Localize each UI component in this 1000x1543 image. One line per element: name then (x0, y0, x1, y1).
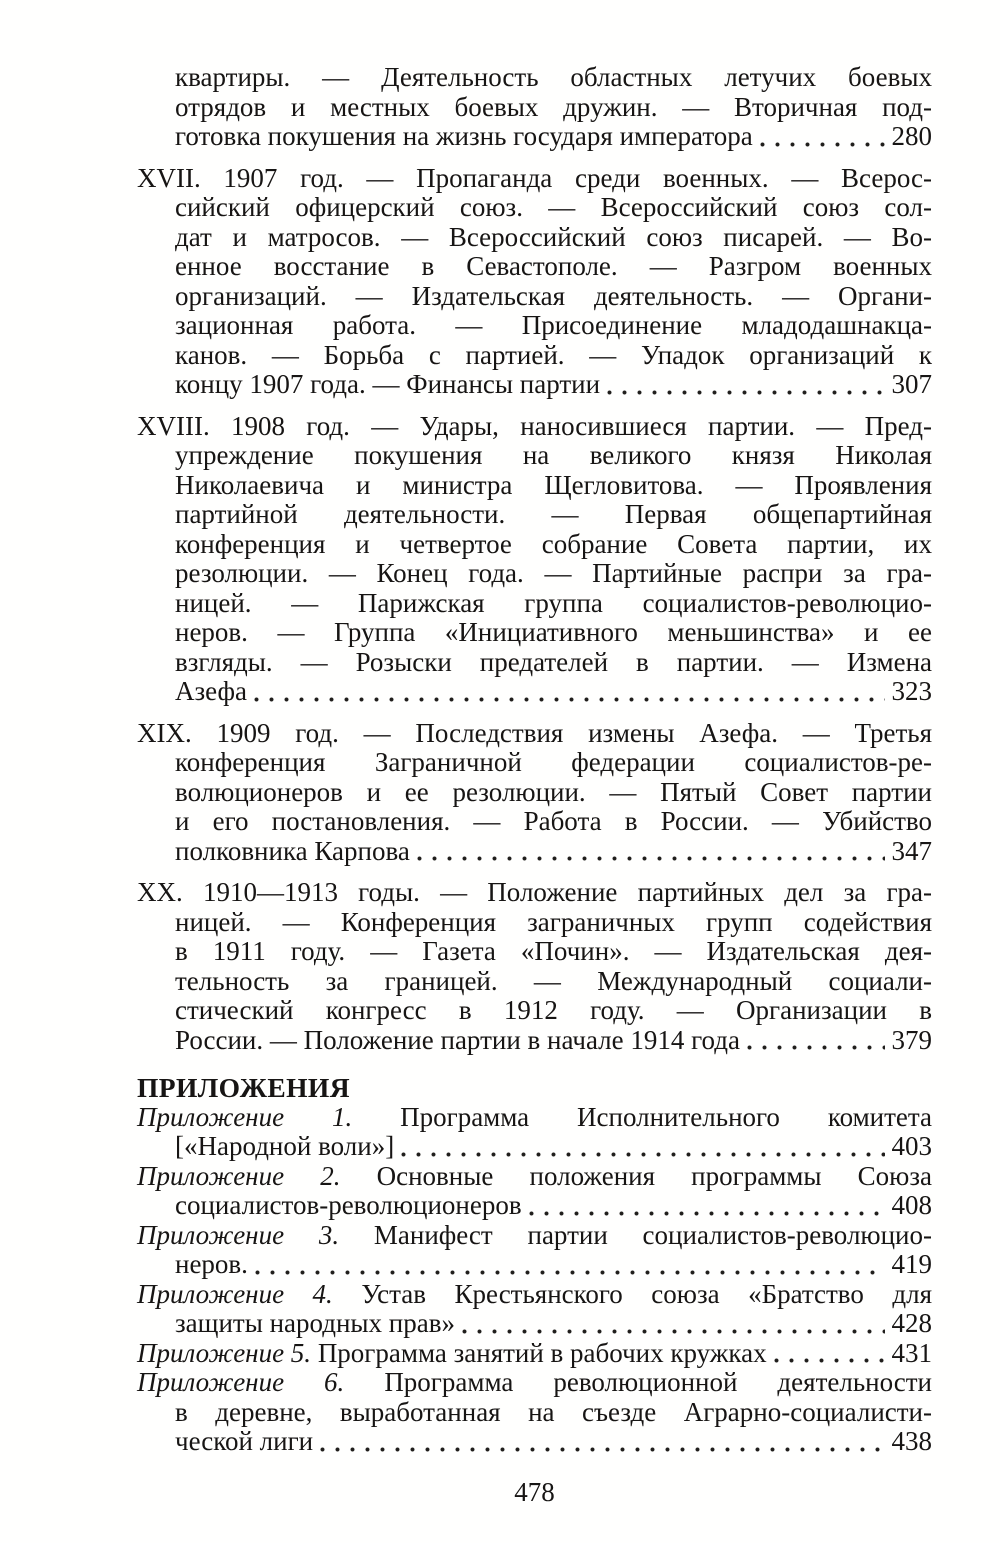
toc-line (137, 441, 932, 471)
toc-line-text: конференция Заграничной федерации социалистов-ре- (175, 747, 932, 777)
toc-appendix-entries (137, 1103, 932, 1457)
toc-entry-page-number: 431 (891, 1337, 932, 1368)
toc-line-text: ческой лиги (175, 1426, 314, 1456)
toc-line (137, 837, 932, 867)
toc-line (137, 93, 932, 123)
toc-line-text: зационная работа. — Присоединение младодашнакца- (175, 310, 932, 340)
toc-line (137, 937, 932, 967)
toc-line (137, 500, 932, 530)
toc-line-text: неров. — Группа «Инициативного меньшинства» и ее (175, 617, 932, 647)
toc-line (137, 223, 932, 253)
toc-line (137, 370, 932, 400)
toc-line-text: стический конгресс в 1912 году. — Организации в (175, 995, 932, 1025)
dot-leader (760, 142, 885, 147)
toc-entry-page-number: 408 (891, 1190, 932, 1220)
toc-line-text: Программа занятий в рабочих кружках (311, 1337, 767, 1368)
dot-leader (774, 1358, 885, 1363)
toc-line (137, 471, 932, 501)
toc-entry-page-number: 403 (891, 1131, 932, 1161)
toc-line-text: XVIII. 1908 год. — Удары, наносившиеся партии. — Пред- (137, 410, 932, 441)
toc-entry-page-number: 347 (891, 835, 932, 866)
toc-line-text: защиты народных прав» (175, 1308, 455, 1338)
dot-leader (417, 856, 885, 861)
toc-line-text: канов. — Борьба с партией. — Упадок организаций к (175, 339, 932, 370)
toc-line-text: упреждение покушения на великого князя Николая (175, 440, 932, 470)
toc-line (137, 282, 932, 312)
page-footer (137, 1478, 932, 1508)
toc-line-text: конференция и четвертое собрание Совета партии, их (175, 528, 932, 559)
toc-line-text: Программа революционной деятельности (344, 1367, 932, 1397)
table-of-contents (137, 63, 932, 1457)
toc-line (137, 1427, 932, 1457)
toc-line-text: неров. (175, 1249, 248, 1279)
toc-line-text: дат и матросов. — Всероссийский союз писарей. — Во- (175, 221, 932, 252)
appendix-entry-label: Приложение 2. (137, 1160, 341, 1191)
toc-line (137, 618, 932, 648)
toc-line (137, 1250, 932, 1280)
entry-chapter-xix (137, 719, 932, 867)
toc-line (137, 63, 932, 93)
toc-line (137, 996, 932, 1026)
dot-leader (607, 390, 884, 395)
toc-line (137, 677, 932, 707)
entry-appendix-5 (137, 1339, 932, 1369)
toc-line-text: ницей. — Парижская группа социалистов-революцио- (175, 587, 932, 618)
toc-line-text: Азефа (175, 676, 247, 706)
toc-line-text: в деревне, выработанная на съезде Аграрно-социалисти- (175, 1396, 932, 1427)
entry-chapter-xvi-continuation (137, 63, 932, 152)
toc-line (137, 1368, 932, 1398)
toc-line-text: XVII. 1907 год. — Пропаганда среди военных. — Всерос- (137, 162, 932, 193)
entry-appendix-2 (137, 1162, 932, 1221)
toc-main-entries (137, 63, 932, 1055)
entry-chapter-xviii (137, 412, 932, 707)
dot-leader (254, 697, 885, 702)
toc-line-text: XIX. 1909 год. — Последствия измены Азефа. — Третья (137, 717, 932, 748)
entry-chapter-xvii (137, 164, 932, 400)
appendix-entry-label: Приложение 6. (137, 1367, 345, 1397)
toc-line-text: тельность за границей. — Международный социали- (175, 965, 932, 996)
toc-line-text: енное восстание в Севастополе. — Разгром военных (175, 251, 932, 281)
toc-line-text: полковника Карпова (175, 835, 410, 866)
toc-line-text-wrap (175, 1427, 313, 1457)
toc-line (137, 878, 932, 908)
toc-entry-page-number: 438 (891, 1426, 932, 1456)
toc-line-text: XX. 1910—1913 годы. — Положение партийных дел за гра- (137, 877, 932, 907)
toc-entry-page-number: 419 (891, 1249, 932, 1279)
toc-entry-page-number: 379 (891, 1024, 932, 1055)
dot-leader (401, 1152, 884, 1157)
toc-line (137, 648, 932, 678)
toc-line-text: Николаевича и министра Щегловитова. — Проявления (175, 469, 932, 500)
dot-leader (320, 1447, 884, 1452)
dot-leader (255, 1270, 885, 1275)
toc-line-text: сийский офицерский союз. — Всероссийский союз сол- (175, 192, 932, 222)
toc-line (137, 412, 932, 442)
toc-line-text: Основные положения программы Союза (340, 1160, 932, 1191)
appendix-entry-label: Приложение 3. (137, 1219, 340, 1250)
toc-line-text-wrap (175, 1026, 740, 1056)
toc-line-text-wrap (175, 1309, 455, 1339)
toc-line-text: [«Народной воли»] (175, 1131, 395, 1161)
appendix-entry-label: Приложение 4. (137, 1278, 333, 1309)
toc-line-text: взгляды. — Розыски предателей в партии. — Измена (175, 646, 932, 677)
toc-line-text: социалистов-революционеров (175, 1190, 522, 1220)
entry-chapter-xx (137, 878, 932, 1055)
toc-line (137, 341, 932, 371)
toc-line (137, 1280, 932, 1310)
toc-line (137, 1132, 932, 1162)
toc-line (137, 559, 932, 589)
dot-leader (747, 1045, 885, 1050)
toc-line (137, 719, 932, 749)
entry-appendix-6 (137, 1368, 932, 1457)
toc-line (137, 252, 932, 282)
toc-line (137, 807, 932, 837)
toc-line-text-wrap (175, 1250, 248, 1280)
toc-line-text: волюционеров и ее резолюции. — Пятый Совет партии (175, 776, 932, 807)
toc-line (137, 967, 932, 997)
toc-line (137, 1221, 932, 1251)
toc-line-text: отрядов и местных боевых дружин. — Вторичная под- (175, 91, 932, 122)
toc-line-text: ницей. — Конференция заграничных групп содействия (175, 906, 932, 937)
toc-line-text-wrap (137, 1339, 767, 1369)
toc-line-text: Устав Крестьянского союза «Братство для (332, 1278, 932, 1309)
toc-line (137, 1309, 932, 1339)
toc-line-text-wrap (175, 370, 600, 400)
entry-appendix-1 (137, 1103, 932, 1162)
appendix-entry-label: Приложение 1. (137, 1101, 353, 1132)
toc-line (137, 1162, 932, 1192)
toc-line-text: России. — Положение партии в начале 1914 года (175, 1024, 740, 1055)
dot-leader (529, 1211, 885, 1216)
toc-line-text: в 1911 году. — Газета «Почин». — Издательская дея- (175, 936, 932, 966)
toc-line-text-wrap (175, 837, 410, 867)
toc-line-text: Программа Исполнительного комитета (352, 1101, 932, 1132)
toc-line (137, 908, 932, 938)
toc-entry-page-number: 280 (891, 121, 932, 151)
toc-line-text: готовка покушения на жизнь государя императора (175, 121, 753, 151)
toc-line (137, 1026, 932, 1056)
toc-line (137, 122, 932, 152)
appendix-entry-label: Приложение 5. (137, 1337, 312, 1368)
dot-leader (462, 1329, 885, 1334)
toc-line-text: Манифест партии социалистов-революцио- (339, 1219, 932, 1250)
toc-entry-page-number: 307 (891, 369, 932, 399)
toc-line-text: концу 1907 года. — Финансы партии (175, 369, 601, 399)
toc-entry-page-number: 428 (891, 1308, 932, 1338)
toc-line (137, 1339, 932, 1369)
appendix-section-heading: ПРИЛОЖЕНИЯ (137, 1072, 350, 1103)
toc-line (137, 530, 932, 560)
toc-line (137, 748, 932, 778)
toc-line-text: партийной деятельности. — Первая общепартийная (175, 499, 932, 529)
toc-line-text-wrap (175, 1191, 522, 1221)
toc-line (137, 1398, 932, 1428)
entry-appendix-4 (137, 1280, 932, 1339)
toc-line (137, 589, 932, 619)
toc-entry-page-number: 323 (891, 676, 932, 706)
toc-line (137, 1191, 932, 1221)
page-number: 478 (514, 1476, 555, 1507)
toc-line-text: квартиры. — Деятельность областных летучих боевых (175, 62, 932, 92)
toc-line-text: резолюции. — Конец года. — Партийные распри за гра- (175, 558, 932, 588)
toc-line (137, 164, 932, 194)
toc-line-text-wrap (175, 677, 247, 707)
toc-line (137, 311, 932, 341)
toc-line-text: организаций. — Издательская деятельность. — Органи- (175, 280, 932, 311)
toc-line (137, 778, 932, 808)
toc-line-text-wrap (175, 122, 753, 152)
toc-line (137, 193, 932, 223)
toc-line-text: и его постановления. — Работа в России. — Убийство (175, 806, 932, 836)
entry-appendix-3 (137, 1221, 932, 1280)
toc-line (137, 1103, 932, 1133)
toc-line-text-wrap (175, 1132, 394, 1162)
